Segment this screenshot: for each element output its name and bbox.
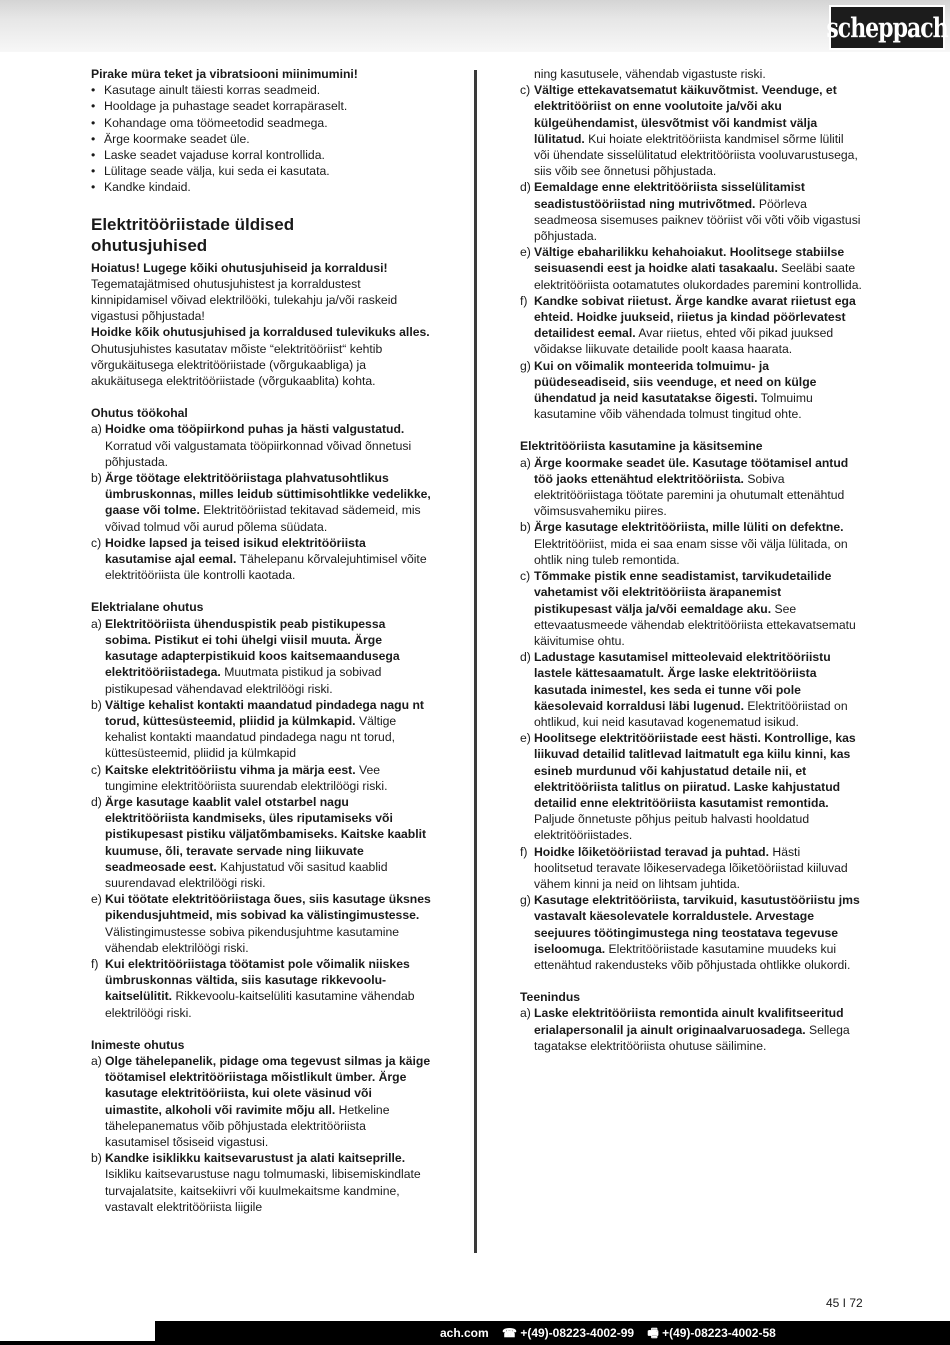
item-text: Rikkevoolu-kaitselüliti kasutamine vähendab elektrilöögi riski. bbox=[105, 989, 415, 1020]
item-marker: c) bbox=[520, 569, 531, 584]
item-bold: Eemaldage enne elektritööriista sisselülitamist seadistustööriistad ning mutrivõtmed. bbox=[534, 180, 805, 211]
right-column bbox=[520, 66, 862, 1054]
item-marker: c) bbox=[520, 83, 531, 98]
item-bold: Ärge kasutage kaablit valel otstarbel nagu elektritööriista kandmiseks, üles riputamiseks või pistikupesast pistiku väljatõmbamiseks. Kaitske kaablit kuumuse, õli, teravate servade ning liikuvate seadmeosade eest. bbox=[105, 794, 427, 874]
bullet-item: • Kandke kindaid. bbox=[91, 179, 431, 195]
list-item bbox=[520, 568, 862, 649]
list-item bbox=[91, 697, 431, 762]
item-bold: Kui töötate elektritööriistaga õues, siis kasutage üksnes pikendusjuhtmeid, mis sobivad ka välistingimustesse. bbox=[105, 892, 431, 923]
footer-bar bbox=[0, 1321, 950, 1345]
warning-bold: Hoiatus! Lugege kõiki ohutusjuhiseid ja korraldusi! bbox=[91, 260, 388, 275]
item-bold: Ärge töötage elektritööriistaga plahvatusohtlikus ümbruskonnas, milles leidub süttimisohtlikke vedelikke, gaase või tolme. bbox=[105, 471, 431, 518]
list-item bbox=[91, 1053, 431, 1150]
work-area-title: Ohutus töökohal bbox=[91, 406, 188, 421]
warning-text: Tegematajätmised ohutusjuhistest ja korraldustest kinnipidamisel võivad elektrilööki, tulekahju ja/või raskeid vigastusi põhjustada! bbox=[91, 276, 398, 324]
list-item bbox=[91, 794, 431, 891]
item-text: Elektritööriist, mida ei saa enam sisse või välja lülitada, on ohtlik ning tuleb remontida. bbox=[534, 536, 848, 567]
bullet-item: • Lülitage seade välja, kui seda ei kasutata. bbox=[91, 163, 431, 179]
item-text: Elektritööriistad on ohtlikud, kui neid kasutavad kogenematud isikud. bbox=[534, 698, 848, 729]
item-text: Paljude õnnetuste põhjus peitub halvasti hooldatud elektritööriistades. bbox=[534, 812, 810, 843]
item-marker: a) bbox=[520, 1006, 531, 1021]
item-bold: Laske elektritööriista remontida ainult kvalifitseeritud erialapersonalil ja ainult originaalvaruosadega. bbox=[534, 1006, 844, 1037]
item-marker: b) bbox=[91, 1151, 102, 1166]
page-number: 45 I 72 bbox=[826, 1296, 863, 1310]
item-bold: Vältige kehalist kontakti maandatud pindadega nagu nt torud, küttesüsteemid, pliidid ja külmkapid. bbox=[105, 697, 424, 728]
list-item bbox=[520, 244, 862, 293]
item-marker: b) bbox=[520, 520, 531, 535]
bullet-item: • Kasutage ainult täiesti korras seadmeid. bbox=[91, 82, 431, 98]
continuation-text: ning kasutusele, vähendab vigastuste riski. bbox=[534, 67, 766, 81]
item-text: Muutmata pistikud ja sobivad pistikupesad vähendavad elektrilöögi riski. bbox=[105, 665, 382, 696]
item-bold: Kandke isiklikku kaitsevarustust ja alati kaitseprille. bbox=[105, 1151, 406, 1166]
list-item bbox=[91, 470, 431, 535]
item-marker: d) bbox=[91, 794, 102, 809]
intro-bullet-list bbox=[91, 82, 431, 195]
electrical-title: Elektrialane ohutus bbox=[91, 600, 204, 615]
item-bold: Vältige ettekavatsematut käikuvõtmist. Veenduge, et elektritööriist on enne voolutoite ja/või aku külgeühendamist, ülesvõtmist või kandmist välja lülitatud. bbox=[534, 83, 837, 146]
item-text: Elektritööriistad tekitavad sädemeid, mis võivad tolmud või aurud põlema süüdata. bbox=[105, 503, 421, 534]
list-item bbox=[91, 1150, 431, 1215]
footer-contact bbox=[440, 1324, 776, 1345]
item-marker: f) bbox=[91, 956, 99, 971]
item-marker: e) bbox=[520, 731, 531, 746]
item-bold: Kui on võimalik monteerida tolmuimu- ja püüdeseadiseid, siis veenduge, et need on külge ühendatud ja neid kasutatakse õigesti. bbox=[534, 358, 817, 406]
item-text: Hetkeline tähelepanematus võib põhjustada elektritööriista kasutamisel tõsiseid vigastusi. bbox=[105, 1102, 390, 1149]
personal-safety-title: Inimeste ohutus bbox=[91, 1037, 185, 1052]
use-handling-title: Elektritööriista kasutamine ja käsitsemine bbox=[520, 439, 763, 454]
item-bold: Kasutage elektritööriista, tarvikuid, kasutustööriistu jms vastavalt käesolevatele korraldustele. Arvestage seejuures töötingimustega ning teostatava tegevuse iseloomuga. bbox=[534, 893, 860, 956]
service-title: Teenindus bbox=[520, 990, 581, 1005]
item-text: Elektritööriistade kasutamine muudeks kui ettenähtud rakendusteks võib põhjustada ohtlikke olukordi. bbox=[534, 941, 851, 972]
footer-white-block bbox=[0, 1321, 155, 1341]
bullet-item: • Hooldage ja puhastage seadet korrapäraselt. bbox=[91, 98, 431, 114]
item-marker: e) bbox=[520, 245, 531, 260]
item-marker: d) bbox=[520, 650, 531, 665]
intro-heading: Pirake müra teket ja vibratsiooni miinimumini! bbox=[91, 67, 358, 81]
item-text: Sellega tagatakse elektritööriista ohutuse säilimine. bbox=[534, 1022, 850, 1053]
item-marker: b) bbox=[91, 471, 102, 486]
item-marker: e) bbox=[91, 892, 102, 907]
list-item bbox=[520, 649, 862, 730]
item-bold: Ärge koormake seadet üle. Kasutage töötamisel antud töö jaoks ettenähtud elektritööriista. bbox=[534, 455, 849, 486]
item-text: Vältige kehalist kontakti maandatud pindadega nagu nt torud, küttesüsteemid, pliidid ja külmkapid bbox=[105, 713, 397, 761]
item-text: Vee tungimine elektritööriista suurendab elektrilöögi riski. bbox=[105, 762, 388, 793]
item-marker: f) bbox=[520, 844, 528, 859]
list-item bbox=[520, 358, 862, 423]
item-text: Sobiva elektritööriistaga töötate paremini ja ohutumalt ettenähtud võimsusvahemiku piires. bbox=[534, 471, 845, 519]
bullet-item: • Laske seadet vajaduse korral kontrollida. bbox=[91, 147, 431, 163]
item-text: Kui hoiate elektritööriista kandmisel sõrme lülitil või ühendate sisselülitatud elektritööriista vooluvarustusega, siis võib see õnnetusi põhjustada. bbox=[534, 131, 858, 179]
brand-logo-text: scheppach bbox=[826, 11, 948, 44]
footer-fax: 🖷 +(49)-08223-4002-58 bbox=[647, 1326, 776, 1340]
list-item bbox=[520, 892, 862, 973]
list-item bbox=[91, 956, 431, 1021]
item-bold: Olge tähelepanelik, pidage oma tegevust silmas ja käige töötamisel elektritööriistaga mõistlikult ümber. Ärge kasutage elektritööriista, kui olete väsinud või uimastite, alkoholi või ravimite mõju all. bbox=[105, 1053, 431, 1117]
item-marker: c) bbox=[91, 762, 102, 777]
item-bold: Tõmmake pistik enne seadistamist, tarvikudetailide vahetamist või elektritööriista ärapanemist pistikupesast välja ja/või eemaldage aku. bbox=[534, 569, 832, 616]
item-text: Kahjustatud või sasitud kaablid suurendavad elektrilöögi riski. bbox=[105, 859, 388, 890]
list-item bbox=[520, 844, 862, 893]
footer-phone: ☎ +(49)-08223-4002-99 bbox=[502, 1326, 635, 1340]
item-bold: Hoidke lõiketööriistad teravad ja puhtad. bbox=[534, 844, 769, 859]
list-item bbox=[91, 762, 431, 794]
list-item bbox=[520, 179, 862, 244]
left-column bbox=[91, 66, 431, 1215]
keep-instructions: Hoidke kõik ohutusjuhised ja korraldused tulevikuks alles. bbox=[91, 325, 430, 340]
item-text: See ettevaatusmeede vähendab elektritööriista ettekavatsematu käivitumise ohtu. bbox=[534, 601, 856, 648]
item-text: Pöörleva seadmeosa sisemuses paiknev tööriist või võti võib vigastusi põhjustada. bbox=[534, 196, 861, 244]
item-text: Tähelepanu kõrvalejuhtimisel võite elektritööriista üle kontrolli kaotada. bbox=[105, 552, 427, 583]
item-marker: d) bbox=[520, 180, 531, 195]
warning-paragraph bbox=[91, 260, 431, 325]
item-bold: Kaitske elektritööriistu vihma ja märja eest. bbox=[105, 762, 356, 777]
item-bold: Hoolitsege elektritööriistade eest hästi. Kontrollige, kas liikuvad detailid talitlevad laitmatult ega kiilu kinni, kas esineb murdunud või kahjustatud detaile nii, et elektritööriista talitlus on piiratud. Laske kahjustatud detailid enne elektritööriista kasutamist remontida. bbox=[534, 731, 856, 810]
item-marker: b) bbox=[91, 697, 102, 712]
item-marker: a) bbox=[91, 616, 102, 631]
list-item bbox=[91, 421, 431, 470]
item-marker: c) bbox=[91, 535, 102, 550]
item-marker: f) bbox=[520, 293, 528, 308]
item-text: Hästi hoolitsetud teravate lõikeservadega lõiketööriistad kiiluvad vähem kinni ja neid on lihtsam juhtida. bbox=[534, 844, 848, 891]
section-title: Elektritööriistade üldised ohutusjuhised bbox=[91, 214, 295, 255]
item-bold: Ladustage kasutamisel mitteolevaid elektritööriistu lastele kättesaamatult. Ärge laske elektritööriista kasutada inimestel, kes seda ei tunne või pole käesolevaid korraldusi läbi lugenud. bbox=[534, 650, 831, 713]
item-bold: Ärge kasutage elektritööriista, mille lüliti on defektne. bbox=[534, 520, 844, 535]
item-marker: a) bbox=[91, 1053, 102, 1068]
item-text: Korratud või valgustamata tööpiirkonnad võivad õnnetusi põhjustada. bbox=[105, 438, 412, 469]
item-marker: a) bbox=[520, 455, 531, 470]
list-item bbox=[520, 519, 862, 568]
item-bold: Kui elektritööriistaga töötamist pole võimalik niiskes ümbruskonnas vältida, siis kasutage rikkevoolu-kaitselülitit. bbox=[105, 956, 410, 1004]
list-item bbox=[520, 455, 862, 520]
column-divider bbox=[474, 70, 477, 1253]
item-text: Avar riietus, ehted või pikad juuksed võidakse liikuvate detailide poolt kaasa haarata. bbox=[534, 326, 834, 357]
bullet-item: • Kohandage oma töömeetodid seadmega. bbox=[91, 115, 431, 131]
item-marker: g) bbox=[520, 893, 531, 908]
list-item bbox=[91, 616, 431, 697]
item-text: Välistingimustesse sobiva pikendusjuhtme kasutamine vähendab elektrilöögi riski. bbox=[105, 924, 400, 955]
item-bold: Hoidke oma tööpiirkond puhas ja hästi valgustatud. bbox=[105, 422, 405, 437]
item-text: Tolmuimu kasutamine võib vähendada tolmust tingitud ohte. bbox=[534, 391, 813, 422]
list-item bbox=[520, 82, 862, 179]
bullet-item: • Ärge koormake seadet üle. bbox=[91, 131, 431, 147]
brand-logo bbox=[826, 5, 948, 50]
item-marker: g) bbox=[520, 358, 531, 373]
list-item bbox=[520, 730, 862, 843]
item-bold: Kandke sobivat riietust. Ärge kandke avarat riietust ega ehteid. Hoidke juukseid, riietus ja kindad pöörlevatest detailidest eemal. bbox=[534, 293, 856, 341]
footer-website[interactable]: ach.com bbox=[440, 1326, 489, 1340]
item-bold: Hoidke lapsed ja teised isikud elektritööriista kasutamise ajal eemal. bbox=[105, 535, 366, 567]
list-item bbox=[91, 535, 431, 584]
header-bar bbox=[0, 0, 950, 52]
list-item bbox=[91, 891, 431, 956]
item-marker: a) bbox=[91, 422, 102, 437]
item-bold: Elektritööriista ühenduspistik peab pistikupessa sobima. Pistikut ei tohi ühelgi viisil muuta. Ärge kasutage adapterpistikuid koos kaitsemaandusega elektritööriistadega. bbox=[105, 616, 400, 680]
item-text: Isikliku kaitsevarustuse nagu tolmumaski, libisemiskindlate turvajalatsite, kaitsekiivri või kuulmekaitsme kandmine, vastavalt elektritööriista liigile bbox=[105, 1167, 421, 1214]
item-text: Seeläbi saate elektritööriista ootamatutes olukordades paremini kontrollida. bbox=[534, 261, 862, 292]
list-item bbox=[520, 1005, 862, 1054]
definition-paragraph: Ohutusjuhistes kasutatav mõiste “elektritööriist“ kehtib võrgukäitusega elektritööriistade (võrgukaabliga) ja akukäitusega elektritööriistade (võrgukaablita) kohta. bbox=[91, 341, 383, 389]
list-item bbox=[520, 293, 862, 358]
item-bold: Vältige ebaharilikku kehahoiakut. Hoolitsege stabiilse seisuasendi eest ja hoidke alati tasakaalu. bbox=[534, 245, 845, 276]
